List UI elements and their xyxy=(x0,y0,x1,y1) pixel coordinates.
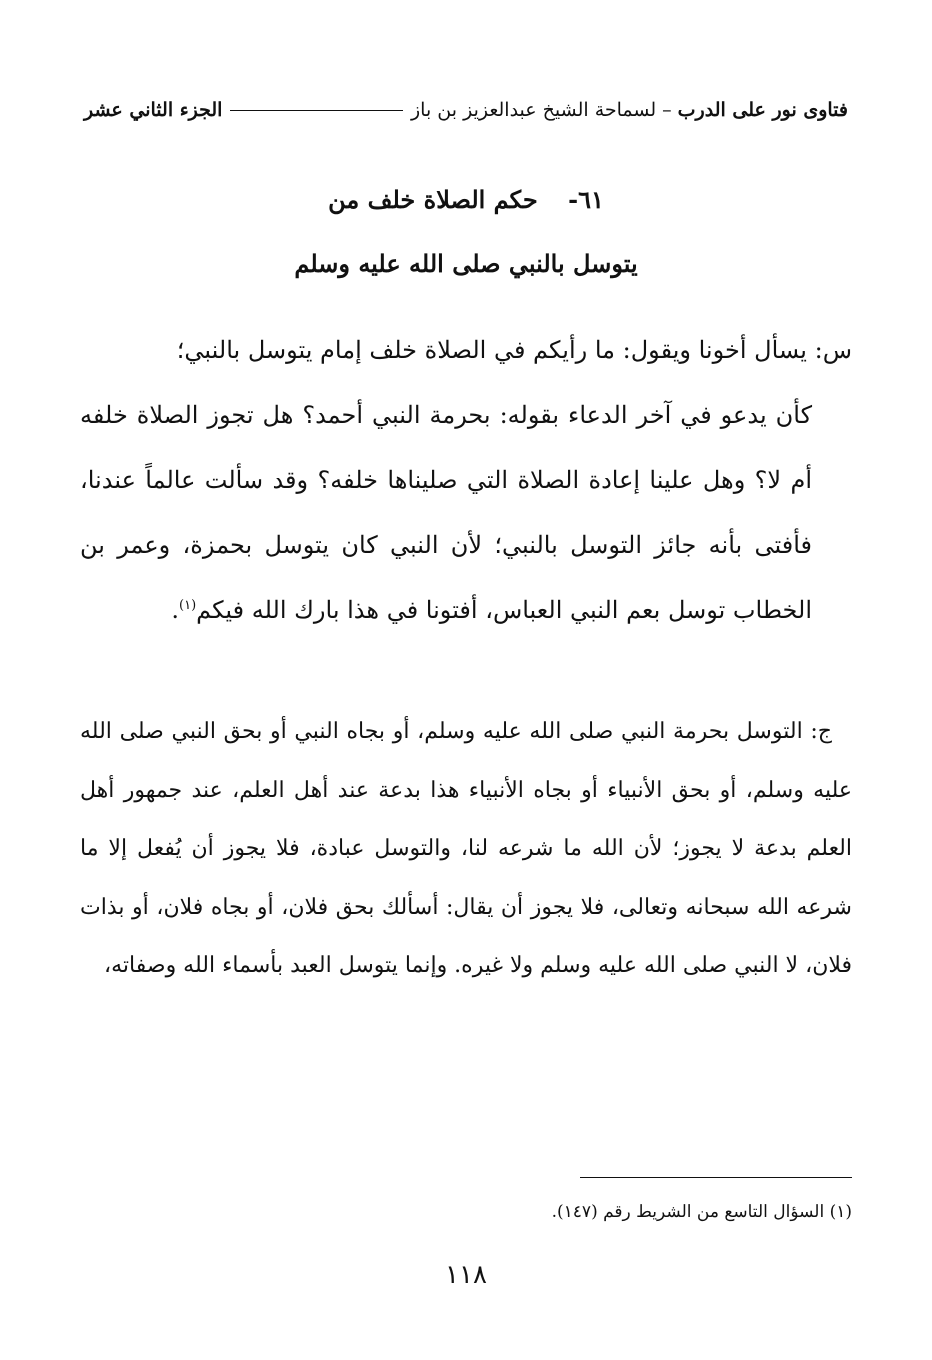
footnote-separator xyxy=(580,1177,852,1178)
chapter-title-text: حكم الصلاة خلف من xyxy=(328,185,538,214)
page-number: ١١٨ xyxy=(445,1260,487,1290)
running-header xyxy=(84,93,848,127)
answer-body: التوسل بحرمة النبي صلى الله عليه وسلم، أو بجاه النبي أو بحق النبي صلى الله عليه وسلم، أو بحق الأنبياء أو بجاه الأنبياء هذا بدعة عند أهل العلم، عند جمهور أهل العلم بدعة لا يجوز؛ لأن الله ما شرعه لنا، والتوسل عبادة، فلا يجوز أن يُفعل إلا ما شرعه الله سبحانه وتعالى، فلا يجوز أن يقال: أسألك بحق فلان، أو بجاه فلان، أو بذات فلان، لا النبي صلى الله عليه وسلم ولا غيره. وإنما يتوسل العبد بأسماء الله وصفاته، xyxy=(80,719,852,978)
header-dash: – xyxy=(662,99,672,121)
question-end: . xyxy=(171,596,180,624)
answer-paragraph xyxy=(80,703,852,996)
question-body-block xyxy=(80,383,852,643)
question-label: س: xyxy=(814,336,852,364)
chapter-title-line2: يتوسل بالنبي صلى الله عليه وسلم xyxy=(294,249,638,278)
footnote-text: (١) السؤال التاسع من الشريط رقم (١٤٧). xyxy=(551,1202,852,1222)
header-author: لسماحة الشيخ عبدالعزيز بن باز xyxy=(411,99,657,121)
chapter-number: ٦١- xyxy=(568,185,604,214)
header-rule xyxy=(230,110,403,111)
header-volume: الجزء الثاني عشر xyxy=(84,99,223,121)
header-book-title: فتاوى نور على الدرب xyxy=(677,99,848,121)
question-first-line xyxy=(80,318,852,383)
question-first-text: يسأل أخونا ويقول: ما رأيكم في الصلاة خلف إمام يتوسل بالنبي؛ xyxy=(176,336,807,364)
chapter-title-line1 xyxy=(84,182,848,218)
footnote-reference[interactable]: (١) xyxy=(179,598,197,613)
question-body: كأن يدعو في آخر الدعاء بقوله: بحرمة النبي أحمد؟ هل تجوز الصلاة خلفه أم لا؟ وهل علينا إعادة الصلاة التي صليناها خلفه؟ وقد سألت عالماً عندنا، فأفتى بأنه جائز التوسل بالنبي؛ لأن النبي كان يتوسل بحمزة، وعمر بن الخطاب توسل بعم النبي العباس، أفتونا في هذا بارك الله فيكم xyxy=(80,401,812,624)
answer-label: ج: xyxy=(810,719,832,744)
question-paragraph xyxy=(80,318,852,643)
